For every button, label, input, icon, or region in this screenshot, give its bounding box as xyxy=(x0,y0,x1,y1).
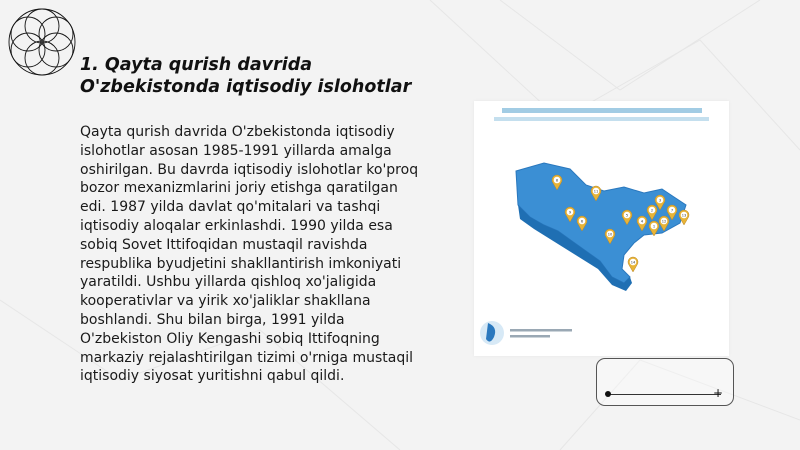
slide-body-text: Qayta qurish davrida O'zbekistonda iqtisodiy islohotlar asosan 1985-1991 yillarda amalga oshirilgan. Bu davrda iqtisodiy islohotlar ko'proq bozor mexanizmlarini joriy etishga qaratilgan edi. 1987 yilda davlat qo'mitalari va tashqi iqtisodiy aloqalar erkinlashdi. 1990 yilda esa sobiq Sovet Ittifoqidan mustaqil ravishda respublika byudjetini shakllantirish imkoniyati yaratildi. Ushbu yillarda qishloq xo'jaligida kooperativlar va yirik xo'jaliklar shakllana boshlandi. Shu bilan birga, 1991 yilda O'zbekiston Oliy Kengashi sobiq Ittifoqning markaziy rejalashtirilgan tizimi o'rniga mustaqil iqtisodiy siyosat yuritishni qabul qildi. xyxy=(80,124,419,385)
spirograph-logo-icon xyxy=(4,4,80,80)
map-marker-label: 5 xyxy=(625,213,629,218)
map-marker-label: 9 xyxy=(568,210,572,215)
slider-track[interactable] xyxy=(607,394,721,395)
map-marker-label: 12 xyxy=(661,219,667,224)
map-marker-label: 6 xyxy=(580,219,584,224)
slider-control[interactable] xyxy=(596,358,734,406)
map-marker-label: 1 xyxy=(652,224,656,229)
map-marker-label: 11 xyxy=(593,189,599,194)
map-marker-label: 14 xyxy=(630,260,636,265)
map-badge-icon xyxy=(480,321,504,345)
map-marker-label: 7 xyxy=(670,208,674,213)
slider-dot-icon[interactable] xyxy=(605,391,611,397)
map-marker-14 xyxy=(628,257,638,272)
map-marker-label: 4 xyxy=(640,219,644,224)
map-marker-label: 10 xyxy=(607,232,613,237)
plus-icon[interactable]: + xyxy=(713,386,724,400)
slide-title: 1. Qayta qurish davrida O'zbekistonda iqtisodiy islohotlar xyxy=(80,55,412,97)
map-marker-label: 8 xyxy=(555,178,559,183)
map-marker-label: 13 xyxy=(681,213,687,218)
map-marker-label: 2 xyxy=(650,208,654,213)
uzbekistan-map-image xyxy=(474,101,729,356)
map-marker-label: 3 xyxy=(658,198,662,203)
